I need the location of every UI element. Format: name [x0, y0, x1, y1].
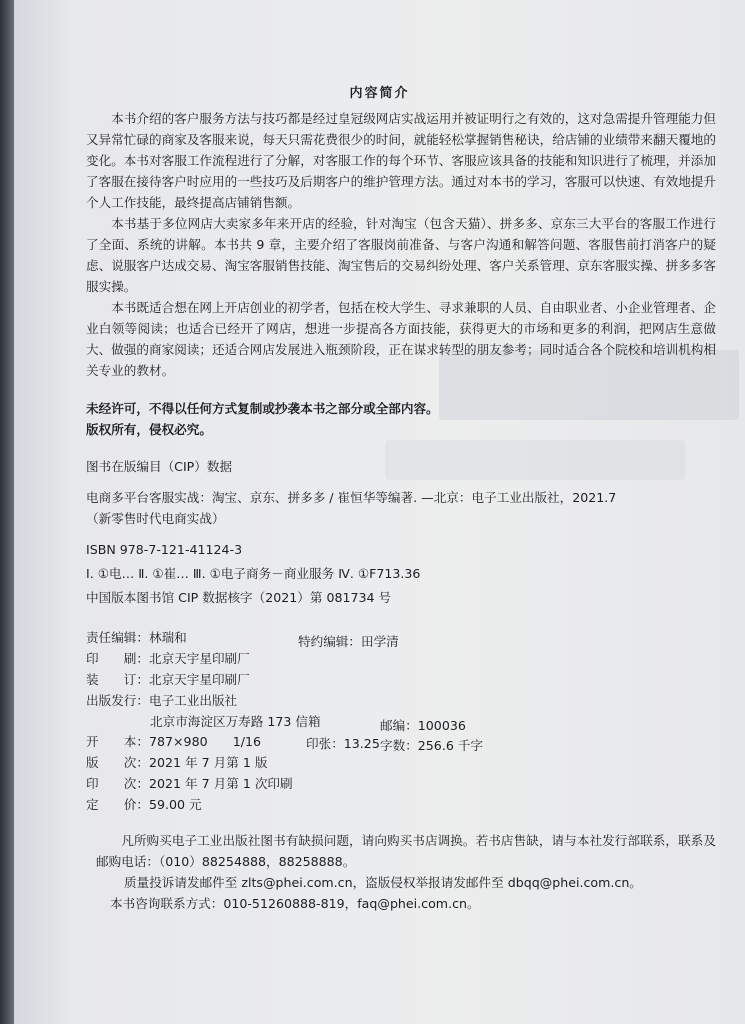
cip-bibliographic-line: 电商多平台客服实战：淘宝、京东、拼多多 / 崔恒华等编著. —北京：电子工业出版社，2021.7 — [86, 490, 617, 505]
book-page — [14, 0, 745, 1024]
printer-value: 北京天宇星印刷厂 — [148, 651, 250, 666]
sheets-value: 13.25 — [343, 736, 380, 751]
edition-value: 2021 年 7 月第 1 版 — [148, 755, 268, 770]
sheets-label: 印张： — [306, 736, 344, 751]
price-row — [86, 794, 202, 815]
price-value: 59.00 元 — [148, 797, 202, 812]
special-editor-value: 田学清 — [360, 634, 399, 649]
summary-paragraph-3: 本书既适合想在网上开店创业的初学者，包括在校大学生、寻求兼职的人员、自由职业者、小企业管理者、企业白领等阅读；也适合已经开了网店，想进一步提高各方面技能，获得更大的市场和更多的利润，把网店生意做大、做强的商家阅读；还适合网店发展进入瓶颈阶段，正在谋求转型的朋友参考；同时适合各个院校和培训机构相关专业的教材。 — [86, 300, 716, 378]
copyright-notice: 版权所有，侵权必究。 — [86, 422, 212, 437]
binder-value: 北京天宇星印刷厂 — [148, 672, 250, 687]
price-label: 定 价： — [86, 797, 149, 812]
editor-value: 林瑞和 — [148, 630, 187, 645]
edition-label: 版 次： — [86, 755, 149, 770]
special-editor-label: 特约编辑： — [298, 634, 361, 649]
publisher-row — [86, 690, 237, 711]
editor-label: 责任编辑： — [86, 630, 149, 645]
notice-contact: 本书咨询联系方式：010-51260888-819，faq@phei.com.cn。 — [110, 896, 480, 911]
binder-label: 装 订： — [86, 672, 149, 687]
cip-series: （新零售时代电商实战） — [86, 511, 225, 526]
edition-row — [86, 752, 267, 773]
printing-row — [86, 773, 293, 794]
publisher-address: 北京市海淀区万寿路 173 信箱 — [150, 714, 321, 729]
printer-label: 印 刷： — [86, 651, 149, 666]
format-label: 开 本： — [86, 734, 149, 749]
publisher-value: 电子工业出版社 — [148, 693, 238, 708]
sheets-row — [306, 733, 380, 754]
words-label: 字数： — [380, 738, 418, 753]
book-spine-shadow — [0, 0, 14, 1024]
words-row — [380, 735, 483, 756]
postcode-row — [380, 715, 466, 736]
format-row — [86, 731, 261, 752]
special-editor-row — [298, 631, 399, 652]
notice-complaint-email: 质量投诉请发邮件至 zlts@phei.com.cn，盗版侵权举报请发邮件至 dbqq@phei.com.cn。 — [124, 875, 642, 890]
printing-label: 印 次： — [86, 776, 149, 791]
postcode-value: 100036 — [417, 718, 466, 733]
copyright-warning: 未经许可，不得以任何方式复制或抄袭本书之部分或全部内容。 — [86, 401, 439, 416]
binder-row — [86, 669, 250, 690]
printer-row — [86, 648, 250, 669]
format-value: 787×980 1/16 — [148, 734, 262, 749]
words-value: 256.6 千字 — [417, 738, 484, 753]
cip-classification: Ⅰ. ①电… Ⅱ. ①崔… Ⅲ. ①电子商务－商业服务 Ⅳ. ①F713.36 — [86, 566, 421, 581]
summary-paragraph-1: 本书介绍的客户服务方法与技巧都是经过皇冠级网店实战运用并被证明行之有效的，这对急需提升管理能力但又异常忙碌的商家及客服来说，每天只需花费很少的时间，就能轻松掌握销售秘诀，给店铺的业绩带来翻天覆地的变化。本书对客服工作流程进行了分解，对客服工作的每个环节、客服应该具备的技能和知识进行了梳理，并添加了客服在接待客户时应用的一些技巧及后期客户的维护管理方法。通过对本书的学习，客服可以快速、有效地提升个人工作技能，最终提高店铺销售额。 — [86, 111, 716, 210]
publisher-label: 出版发行： — [86, 693, 149, 708]
cip-number: 中国版本图书馆 CIP 数据核字（2021）第 081734 号 — [86, 590, 392, 605]
cip-isbn: ISBN 978-7-121-41124-3 — [86, 542, 243, 557]
printing-value: 2021 年 7 月第 1 次印刷 — [148, 776, 293, 791]
summary-paragraph-2: 本书基于多位网店大卖家多年来开店的经验，针对淘宝（包含天猫）、拼多多、京东三大平台的客服工作进行了全面、系统的讲解。本书共 9 章，主要介绍了客服岗前准备、与客户沟通和解答问题、客服售前打消客户的疑虑、说服客户达成交易、淘宝客服销售技能、淘宝售后的交易纠纷处理、客户关系管理、京东客服实操、拼多多客服实操。 — [86, 216, 716, 294]
cip-title: 图书在版编目（CIP）数据 — [86, 459, 233, 474]
summary-heading: 内容简介 — [349, 86, 410, 101]
postcode-label: 邮编： — [380, 718, 418, 733]
notice-defect-exchange: 凡所购买电子工业出版社图书有缺损问题，请向购买书店调换。若书店售缺，请与本社发行部联系，联系及邮购电话：（010）88254888，88258888。 — [96, 833, 716, 869]
editor-row — [86, 627, 187, 648]
